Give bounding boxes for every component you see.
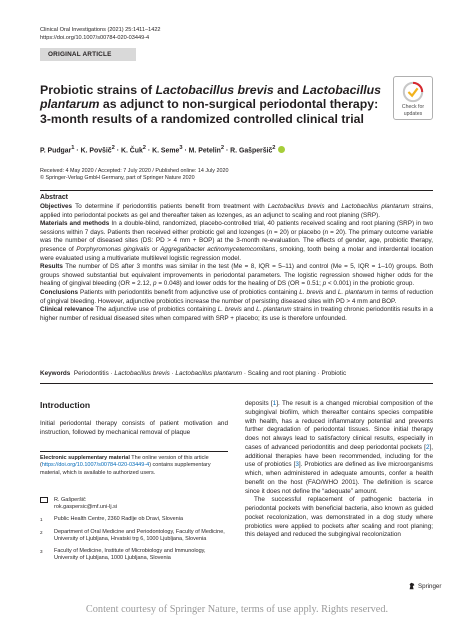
abstract-species: L. plantarum bbox=[337, 288, 374, 296]
abstract-species: Aggregatibacter actinomycetemcomitans bbox=[160, 245, 276, 253]
check-updates-label-2: updates bbox=[403, 111, 423, 117]
abstract-text: = 20) or placebo ( bbox=[272, 228, 325, 236]
keyword-separator: · bbox=[242, 370, 248, 377]
body-text: ], additional therapies have been recommended, including for the use of probiotics [ bbox=[245, 443, 433, 469]
left-column bbox=[40, 400, 228, 438]
keyword-separator: · bbox=[169, 370, 176, 377]
abstract-section-label: Materials and methods bbox=[40, 220, 110, 228]
keyword: Probiotic bbox=[321, 370, 347, 377]
abstract-text: = 0.048) and lower odds for the healing of DS (OR = 0.51; bbox=[156, 280, 323, 288]
abstract-species: Lactobacillus plantarum bbox=[341, 203, 410, 210]
abstract-text: < 0.001) in the probiotic group. bbox=[326, 280, 415, 288]
springer-wordmark: Springer bbox=[418, 582, 442, 590]
author-separator: · bbox=[114, 147, 121, 155]
right-column bbox=[245, 400, 433, 540]
author[interactable]: K. Čuk bbox=[120, 147, 143, 155]
affiliation bbox=[40, 548, 228, 562]
citation-link[interactable]: 2 bbox=[425, 443, 430, 451]
author-affiliation-sup: 3 bbox=[179, 145, 183, 151]
envelope-icon bbox=[40, 497, 48, 503]
abstract-text: The adjunctive use of probiotics containing bbox=[93, 306, 218, 314]
author-separator: · bbox=[224, 147, 231, 155]
author[interactable]: R. Gašperšič bbox=[230, 147, 273, 155]
orcid-icon[interactable] bbox=[278, 146, 285, 153]
esm-rule bbox=[40, 451, 228, 452]
title-text: and bbox=[273, 83, 303, 97]
author-separator: · bbox=[146, 147, 153, 155]
check-for-updates-button[interactable] bbox=[393, 76, 433, 120]
esm-text: ) contains supplementary material, which is available to authorized users. bbox=[40, 462, 211, 476]
keyword-separator: · bbox=[108, 370, 115, 377]
abstract-variable: n bbox=[268, 228, 273, 236]
supplementary-material-note bbox=[40, 455, 228, 477]
author-separator: · bbox=[182, 147, 189, 155]
affiliation-number: 1 bbox=[40, 517, 43, 523]
abstract-text: and bbox=[241, 306, 257, 314]
keywords-bottom-rule bbox=[40, 383, 433, 384]
abstract-variable: p bbox=[153, 280, 157, 288]
abstract-heading: Abstract bbox=[40, 194, 68, 201]
keyword: Periodontitis bbox=[73, 370, 109, 377]
author-affiliation-sup: 2 bbox=[142, 145, 146, 151]
body-text: deposits [ bbox=[245, 400, 273, 407]
springer-logo bbox=[408, 582, 441, 590]
citation-link[interactable]: 3 bbox=[295, 461, 299, 469]
abstract-results bbox=[40, 263, 433, 289]
title-species-1: Lactobacillus brevis bbox=[155, 83, 274, 97]
abstract-methods bbox=[40, 220, 433, 263]
author-affiliation-sup: 2 bbox=[220, 145, 225, 151]
abstract-text: = 20). The primary outcome variable was the number of diseased sites (DS: PD > 4 mm + BOP) at the 3-month re-evaluation. The effects of gender, age, probiotic therapy, presence of bbox=[40, 228, 433, 253]
affiliation-number: 2 bbox=[40, 529, 43, 535]
affiliation-text: Department of Oral Medicine and Periodontology, Faculty of Medicine, University of Ljubljana, Hrvatski trg 6, 1000 Ljubljana, Slovenia bbox=[54, 528, 225, 542]
article-type-badge: ORIGINAL ARTICLE bbox=[40, 48, 136, 61]
affiliation-text: Faculty of Medicine, Institute of Microbiology and Immunology, University of Ljubljana, 1000 Ljubljana, Slovenia bbox=[54, 548, 206, 562]
citation-link[interactable]: 1 bbox=[272, 400, 277, 407]
publication-dates bbox=[40, 168, 229, 182]
journal-header bbox=[40, 27, 161, 42]
affiliation-text: Public Health Centre, 2360 Radlje ob Dravi, Slovenia bbox=[54, 516, 184, 523]
title-text: Probiotic strains of bbox=[40, 83, 156, 97]
abstract-text: in terms of reduction of gingival bleeding. However, adjunctive probiotics increase the number of persisting diseased sites with PD > 4 mm and BOP. bbox=[40, 288, 434, 305]
corr-name: R. Gašperšič bbox=[54, 497, 86, 503]
keywords bbox=[40, 370, 433, 379]
keyword: Lactobacillus brevis bbox=[114, 370, 170, 377]
body-text: ]. The result is a changed microbial composition of the subgingival biofilm, which thereafter contains species compatible with health, has a reduced inflammatory potential and prevents further degradation of periodontal tissues. Since initial therapy does not always lead to satisfactory clinical results, especially in cases of advanced periodontitis and deep periodontal pockets [ bbox=[245, 400, 433, 451]
check-updates-icon bbox=[402, 81, 424, 103]
dates-line: Received: 4 May 2020 / Accepted: 7 July 2020 / Published online: 14 July 2020 bbox=[40, 168, 229, 174]
author-affiliation-sup: 1 bbox=[71, 145, 75, 151]
abstract-text: and bbox=[324, 203, 342, 210]
author[interactable]: K. Seme bbox=[152, 147, 180, 155]
abstract-text: Patients with periodontitis benefit from adjunctive use of probiotics containing bbox=[78, 288, 300, 296]
correspondence-block bbox=[40, 497, 228, 567]
doi-link[interactable]: https://doi.org/10.1007/s00784-020-03449-4 bbox=[40, 34, 150, 41]
abstract-section-label: Results bbox=[40, 263, 63, 271]
esm-doi-link[interactable]: https://doi.org/10.1007/s00784-020-03449-4 bbox=[41, 462, 150, 469]
springer-horse-icon bbox=[408, 582, 416, 590]
introduction-paragraph: Initial periodontal therapy consists of patient motivation and instruction, followed by mechanical removal of plaque bbox=[40, 420, 228, 436]
keyword-separator: · bbox=[315, 370, 322, 377]
abstract-species: L. plantarum bbox=[256, 306, 292, 314]
author[interactable]: P. Pudgar bbox=[40, 147, 72, 155]
corresponding-author bbox=[40, 497, 228, 511]
abstract-species: L. brevis bbox=[217, 306, 242, 314]
affiliation-number: 3 bbox=[40, 549, 43, 555]
abstract-text: and bbox=[323, 288, 338, 296]
author-affiliation-sup: 2 bbox=[111, 145, 115, 151]
abstract-text: or bbox=[149, 245, 161, 253]
abstract-text: strains in treating chronic periodontitis results in a higher number of residual diseased sites when compared with SRP + placebo; its use is therefore unfounded. bbox=[40, 306, 433, 322]
author-list bbox=[40, 144, 285, 155]
abstract-text: , smoking, tooth being a molar and interdental location were evaluated using a multivariate multilevel logistic regression model. bbox=[40, 245, 434, 262]
abstract-text: In a double-blind, randomized, placebo-controlled trial, 40 patients received scaling and root planing (SRP) in two sessions within 7 days. Patients then received either probiotic gel and lozenges ( bbox=[40, 220, 433, 236]
corr-email[interactable]: rok.gaspersic@mf.uni-lj.si bbox=[54, 504, 118, 511]
keywords-label: Keywords bbox=[40, 370, 71, 377]
check-updates-label-1: Check for bbox=[401, 104, 425, 110]
abstract-section-label: Objectives bbox=[40, 203, 73, 210]
abstract-top-rule bbox=[40, 190, 433, 191]
affiliation bbox=[40, 529, 228, 543]
abstract-clinical-relevance bbox=[40, 306, 433, 323]
abstract-section-label: Conclusions bbox=[40, 288, 79, 296]
author[interactable]: M. Petelin bbox=[188, 147, 221, 155]
introduction-heading: Introduction bbox=[40, 400, 91, 410]
abstract-species: Porphyromonas gingivalis bbox=[76, 245, 150, 253]
abstract-species: L. brevis bbox=[299, 288, 324, 296]
copyright-line: © Springer-Verlag GmbH Germany, part of Springer Nature 2020 bbox=[40, 175, 195, 182]
abstract-text: The number of DS after 3 months was similar in the test (Me = 8, IQR = 5–11) and control (Me = 5, IQR = 1–10) groups. Both groups showed substantial but equivalent improvements in periodontal parameters. The logistic regression showed higher odds for the healing of gingival bleeding (OR = 2.12, bbox=[40, 263, 433, 288]
courtesy-footer: Content courtesy of Springer Nature, terms of use apply. Rights reserved. bbox=[85, 604, 389, 615]
abstract-text: To determine if periodontitis patients benefit from treatment with bbox=[72, 203, 268, 210]
journal-citation: Clinical Oral Investigations (2021) 25:1411–1422 bbox=[40, 27, 161, 33]
right-paragraph-1 bbox=[245, 400, 433, 496]
abstract-objectives bbox=[40, 203, 433, 220]
abstract-species: Lactobacillus brevis bbox=[267, 203, 325, 210]
corr-icon-wrap bbox=[40, 497, 54, 511]
esm-text: The online version of this article ( bbox=[40, 455, 209, 469]
abstract-text: strains, applied into periodontal pockets as gel and thereafter taken as lozenges, as an adjunct to scaling and root planing (SRP). bbox=[40, 203, 433, 219]
abstract-section-label: Clinical relevance bbox=[40, 306, 94, 314]
article-title bbox=[40, 83, 385, 126]
abstract-variable: p bbox=[322, 280, 327, 288]
right-paragraph-2: The successful replacement of pathogenic bacteria in periodontal pockets with beneficial bacteria, also known as guided pocket recolonization, was demonstrated in a dog study where probiotics were applied to pockets after scaling and root planing; this delayed and reduced the subgingival recolonization bbox=[245, 496, 433, 539]
abstract-variable: n bbox=[324, 228, 329, 236]
keyword: Lactobacillus plantarum bbox=[175, 370, 243, 377]
corr-details bbox=[54, 497, 117, 511]
title-text: as adjunct to non-surgical periodontal therapy: 3-month results of a randomized controlled clinical trial bbox=[40, 97, 379, 126]
esm-label: Electronic supplementary material bbox=[40, 455, 130, 461]
title-species-2: Lactobacillus plantarum bbox=[40, 83, 382, 112]
author[interactable]: K. Povšič bbox=[80, 147, 112, 155]
abstract-conclusions bbox=[40, 289, 433, 306]
affiliation bbox=[40, 516, 228, 523]
author-separator: · bbox=[74, 147, 81, 155]
body-text: ]. Probiotics are defined as live microorganisms which, when administered in adequate amounts, confer a health benefit on the host (FAO/WHO 2001). The definition is scarce since it does not define the “adequate” amount. bbox=[245, 461, 433, 495]
abstract-body bbox=[40, 203, 433, 323]
keyword: Scaling and root planing bbox=[247, 370, 316, 377]
author-affiliation-sup: 2 bbox=[272, 145, 276, 151]
